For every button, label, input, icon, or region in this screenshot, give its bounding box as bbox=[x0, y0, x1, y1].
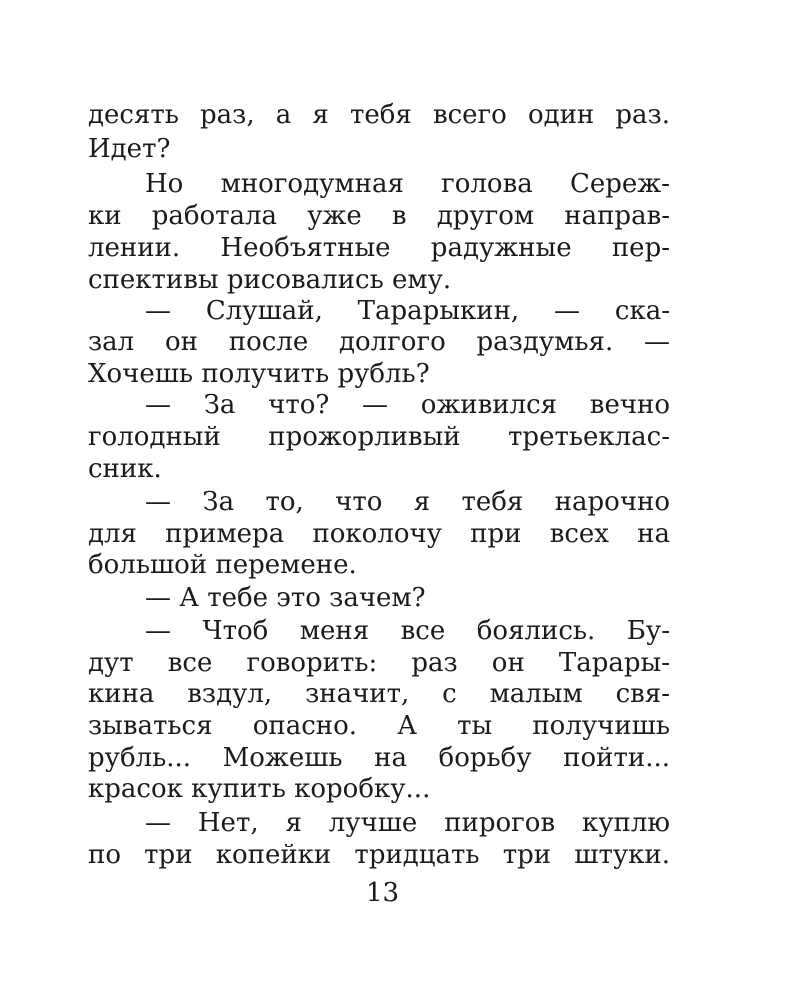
text-line: — А тебе это зачем? bbox=[145, 583, 426, 613]
text-line: голодный прожорливый третьеклас- bbox=[88, 422, 670, 452]
text-line: по три копейки тридцать три штуки. bbox=[88, 840, 670, 870]
text-line: сник. bbox=[88, 454, 162, 484]
text-line: зываться опасно. А ты получишь bbox=[88, 711, 670, 741]
text-line: — За то, что я тебя нарочно bbox=[145, 487, 670, 517]
text-line: десять раз, а я тебя всего один раз. bbox=[88, 100, 670, 130]
text-line: — Нет, я лучше пирогов куплю bbox=[145, 808, 670, 838]
text-line: для примера поколочу при всех на bbox=[88, 519, 670, 549]
text-line: кина вздул, значит, с малым свя- bbox=[88, 679, 670, 709]
text-line: рубль... Можешь на борьбу пойти... bbox=[88, 743, 670, 773]
text-line: дут все говорить: раз он Тарары- bbox=[88, 648, 670, 678]
text-line: красок купить коробку... bbox=[88, 774, 431, 804]
text-line: лении. Необъятные радужные пер- bbox=[88, 233, 670, 263]
text-line: спективы рисовались ему. bbox=[88, 265, 452, 295]
page-number: 13 bbox=[365, 878, 400, 908]
text-line: Хочешь получить рубль? bbox=[88, 359, 430, 389]
text-line: — За что? — оживился вечно bbox=[145, 390, 670, 420]
text-line: Но многодумная голова Сереж- bbox=[145, 169, 670, 199]
text-line: — Чтоб меня все боялись. Бу- bbox=[145, 616, 670, 646]
text-line: ки работала уже в другом направ- bbox=[88, 201, 670, 231]
text-line: Идет? bbox=[88, 134, 171, 164]
text-line: зал он после долгого раздумья. — bbox=[88, 327, 670, 357]
text-line: большой перемене. bbox=[88, 550, 357, 580]
text-line: — Слушай, Тарарыкин, — ска- bbox=[145, 296, 670, 326]
